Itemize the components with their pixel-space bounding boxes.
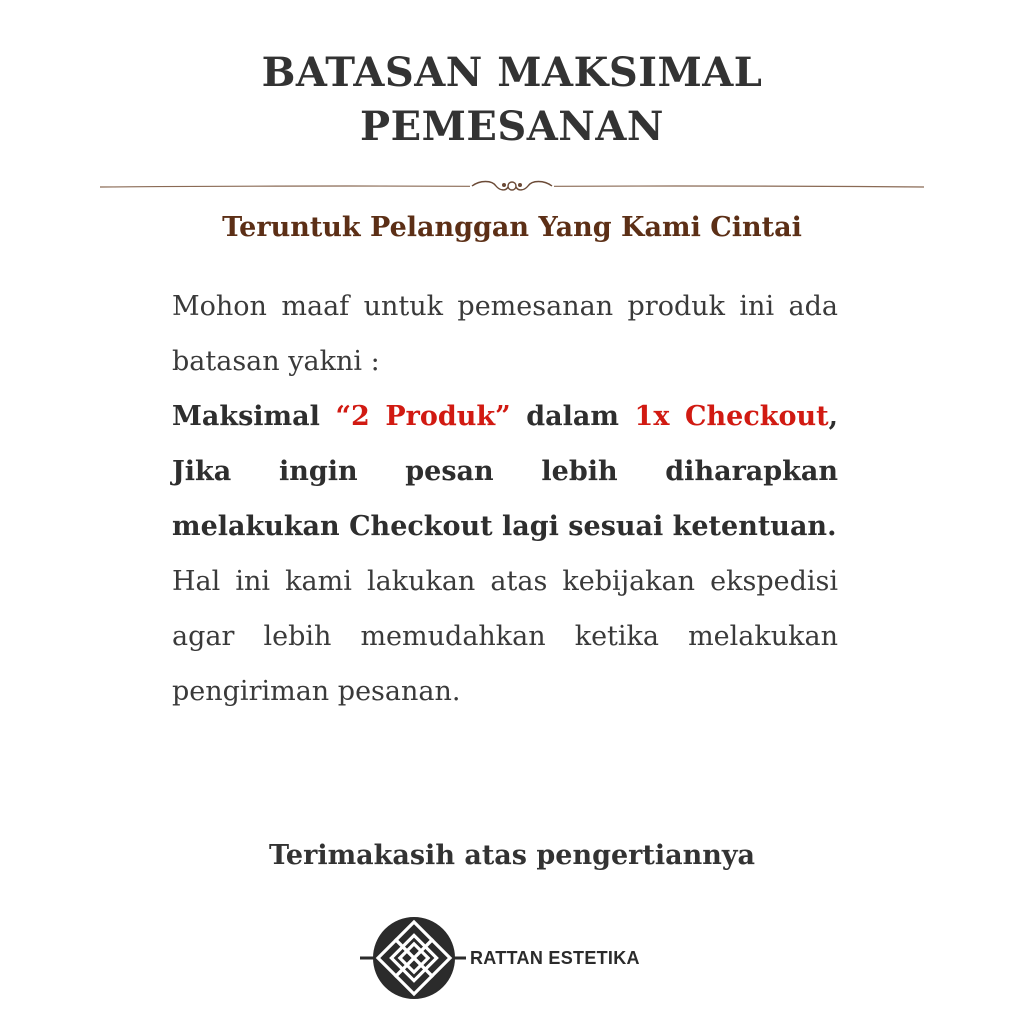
intro-paragraph: Mohon maaf untuk pemesanan produk ini ada batasan yakni : <box>172 291 838 377</box>
rule-paragraph <box>172 389 838 554</box>
ornamental-divider <box>100 176 924 198</box>
subtitle: Teruntuk Pelanggan Yang Kami Cintai <box>222 212 802 243</box>
brand-name: RATTAN ESTETIKA <box>470 948 640 968</box>
woven-knot-logo-icon <box>358 912 468 1004</box>
reason-paragraph: Hal ini kami lakukan atas kebijakan ekspedisi agar lebih memudahkan ketika melakukan pengiriman pesanan. <box>172 566 838 707</box>
checkout-limit-highlight: 1x Checkout <box>634 401 829 432</box>
rule-text-3: , Jika ingin pesan lebih diharapkan melakukan Checkout lagi sesuai ketentuan. <box>172 401 838 542</box>
page-title-line-1: BATASAN MAKSIMAL <box>261 49 763 96</box>
notice-body <box>172 279 838 719</box>
thanks-message: Terimakasih atas pengertiannya <box>268 840 756 871</box>
page-title <box>0 46 1024 154</box>
product-limit-highlight: “2 Produk” <box>335 401 511 432</box>
brand-logo <box>358 912 678 1004</box>
rule-text-2: dalam <box>510 401 635 432</box>
page-title-line-2: PEMESANAN <box>360 103 664 150</box>
rule-text-1: Maksimal <box>172 401 336 432</box>
